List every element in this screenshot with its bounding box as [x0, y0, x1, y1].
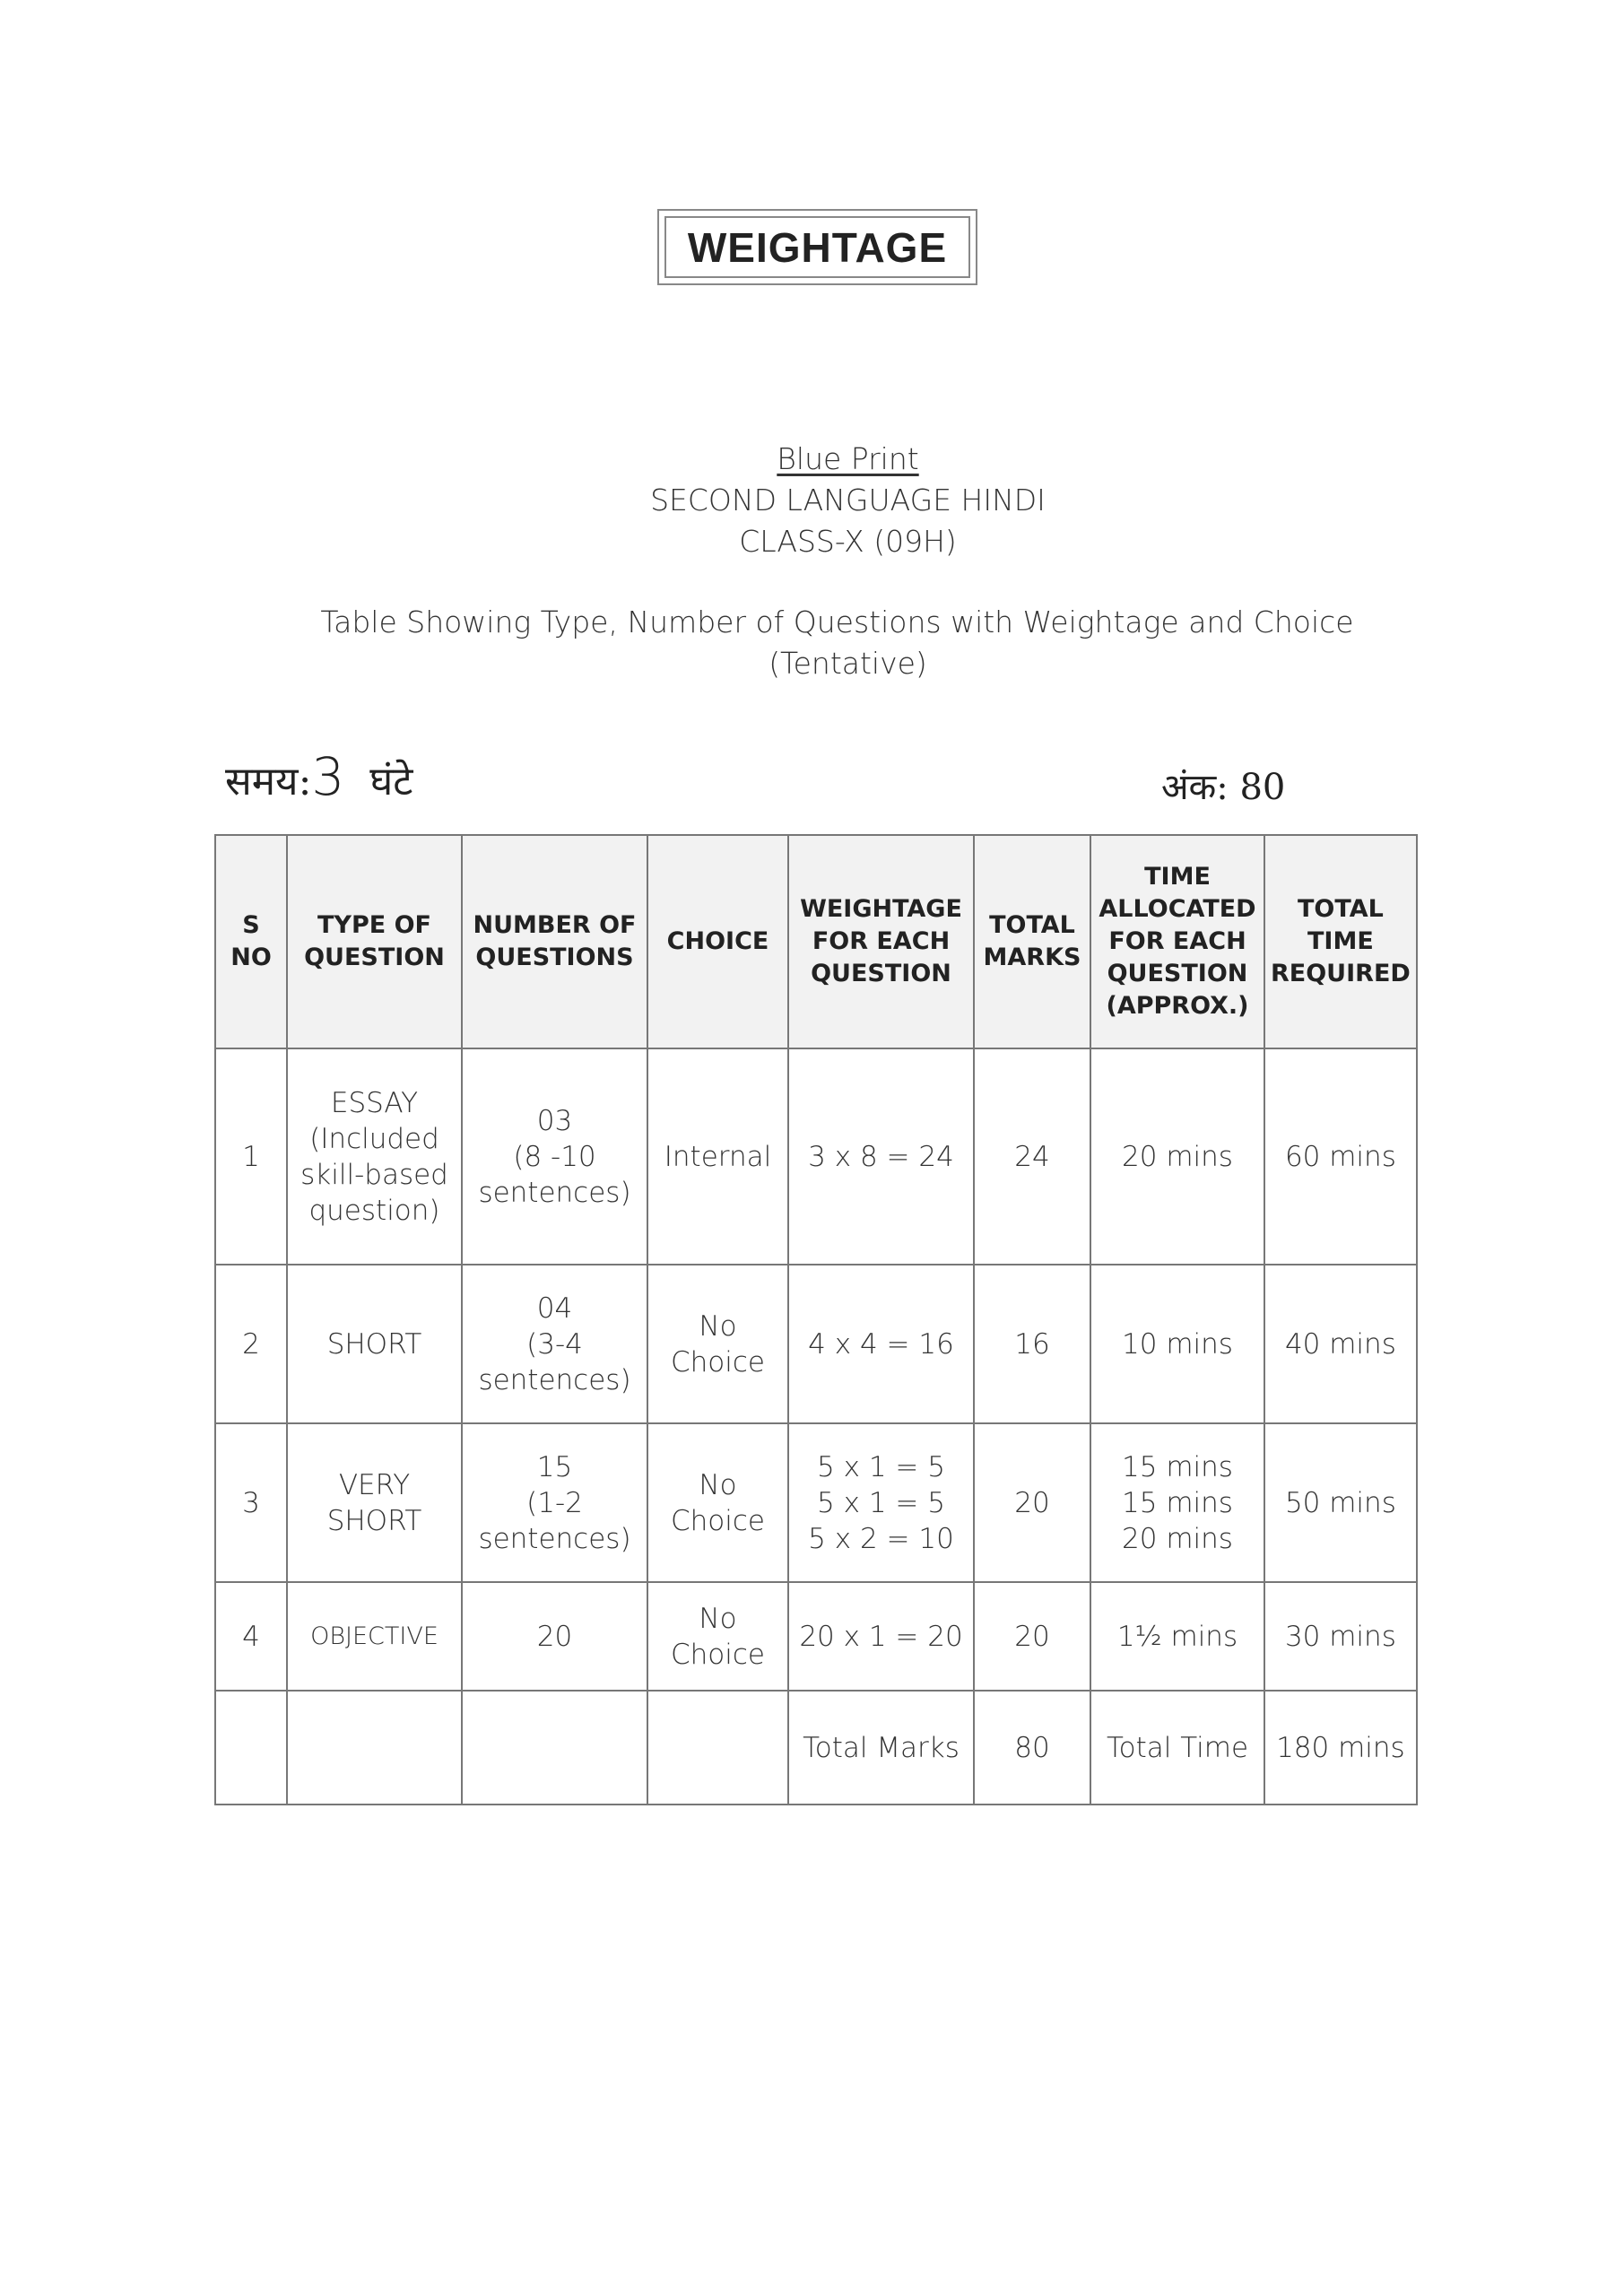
cell-sno	[215, 1582, 287, 1691]
cell-line: TOTAL	[989, 911, 1075, 939]
cell-line: Choice	[671, 1638, 765, 1671]
subject-heading: SECOND LANGUAGE HINDI	[650, 483, 1046, 517]
cell-line: 30 mins	[1284, 1620, 1396, 1653]
cell-line: (APPROX.)	[1106, 992, 1249, 1020]
cell-choice	[647, 1423, 788, 1582]
cell-line: sentences)	[478, 1363, 631, 1396]
cell-weightage	[788, 1582, 974, 1691]
cell-line: Choice	[671, 1504, 765, 1537]
cell-line: CHOICE	[666, 927, 769, 955]
cell-line: 20	[536, 1620, 573, 1653]
cell-line: QUESTION	[304, 944, 445, 971]
cell-line: 15 mins	[1122, 1450, 1233, 1483]
cell-line: NO	[230, 944, 272, 971]
cell-type	[287, 1265, 462, 1423]
cell-type	[287, 1423, 462, 1582]
cell-line: 20	[1014, 1486, 1050, 1519]
cell-choice	[647, 1582, 788, 1691]
cell-line: 5 x 1 = 5	[817, 1450, 945, 1483]
cell-line: Internal	[664, 1140, 772, 1173]
cell-empty	[462, 1691, 647, 1805]
cell-line: 24	[1014, 1140, 1050, 1173]
table-row	[215, 1423, 1417, 1582]
header-row	[215, 835, 1417, 1048]
cell-empty	[287, 1691, 462, 1805]
cell-line: 1½ mins	[1116, 1620, 1238, 1653]
cell-time-each	[1090, 1048, 1264, 1265]
cell-total-time	[1264, 1423, 1417, 1582]
cell-line: 1	[242, 1140, 260, 1173]
cell-line: 4 x 4 = 16	[808, 1327, 954, 1361]
cell-line: skill-based	[300, 1158, 448, 1191]
cell-total-time	[1264, 1582, 1417, 1691]
total-marks-label: Total Marks	[788, 1691, 974, 1805]
cell-line: FOR EACH	[1108, 927, 1246, 955]
header-sno	[215, 835, 287, 1048]
table-row	[215, 1582, 1417, 1691]
cell-line: VERY	[338, 1468, 411, 1501]
cell-total-time	[1264, 1265, 1417, 1423]
cell-line: 5 x 2 = 10	[808, 1522, 954, 1555]
cell-type	[287, 1048, 462, 1265]
time-label: समय:	[225, 759, 312, 804]
total-time-label: Total Time	[1090, 1691, 1264, 1805]
cell-empty	[647, 1691, 788, 1805]
cell-line: 20 mins	[1122, 1140, 1233, 1173]
cell-line: No	[699, 1309, 737, 1343]
header-choice	[647, 835, 788, 1048]
cell-time-each	[1090, 1582, 1264, 1691]
blue-print-heading	[36, 441, 1624, 476]
cell-line: 15 mins	[1122, 1486, 1233, 1519]
header-type	[287, 835, 462, 1048]
cell-choice	[647, 1048, 788, 1265]
cell-line: QUESTIONS	[475, 944, 634, 971]
cell-type	[287, 1582, 462, 1691]
cell-line: 3	[242, 1486, 260, 1519]
cell-line: question)	[308, 1194, 440, 1227]
title-box	[657, 209, 977, 285]
cell-line: (Included	[309, 1122, 439, 1155]
exam-duration	[225, 746, 413, 807]
total-marks-value: 80	[974, 1691, 1090, 1805]
cell-line: ALLOCATED	[1099, 895, 1256, 923]
cell-line: sentences)	[478, 1176, 631, 1209]
class-heading: CLASS-X (09H)	[739, 524, 957, 559]
table-row	[215, 1265, 1417, 1423]
header-total-marks	[974, 835, 1090, 1048]
blue-print-label: Blue Print	[777, 441, 919, 476]
cell-total-marks	[974, 1423, 1090, 1582]
tentative-note: (Tentative)	[769, 646, 927, 681]
cell-line: 40 mins	[1284, 1327, 1396, 1361]
cell-line: QUESTION	[811, 960, 951, 987]
total-time-value: 180 mins	[1264, 1691, 1417, 1805]
cell-line: (3-4	[526, 1327, 583, 1361]
cell-line: 3 x 8 = 24	[808, 1140, 954, 1173]
cell-weightage	[788, 1048, 974, 1265]
cell-total-time	[1264, 1048, 1417, 1265]
max-marks: अंक: 80	[1161, 767, 1286, 808]
cell-line: 50 mins	[1284, 1486, 1396, 1519]
cell-number	[462, 1048, 647, 1265]
cell-line: ESSAY	[330, 1086, 419, 1119]
time-value: 3	[311, 746, 345, 807]
cell-line: 2	[242, 1327, 260, 1361]
cell-total-marks	[974, 1265, 1090, 1423]
cell-total-marks	[974, 1582, 1090, 1691]
cell-line: 20 x 1 = 20	[799, 1620, 963, 1653]
cell-line: MARKS	[983, 944, 1081, 971]
header-weightage	[788, 835, 974, 1048]
cell-line: 10 mins	[1122, 1327, 1233, 1361]
cell-line: (1-2	[526, 1486, 583, 1519]
cell-line: TIME	[1307, 927, 1374, 955]
cell-line: 5 x 1 = 5	[817, 1486, 945, 1519]
cell-weightage	[788, 1423, 974, 1582]
cell-number	[462, 1582, 647, 1691]
cell-sno	[215, 1423, 287, 1582]
cell-empty	[215, 1691, 287, 1805]
cell-line: TOTAL	[1298, 895, 1384, 923]
cell-line: sentences)	[478, 1522, 631, 1555]
header-time-each	[1090, 835, 1264, 1048]
cell-line: 60 mins	[1284, 1140, 1396, 1173]
header-total-time	[1264, 835, 1417, 1048]
table-caption: Table Showing Type, Number of Questions with Weightage and Choice	[320, 604, 1354, 639]
cell-line: 04	[536, 1292, 573, 1325]
cell-weightage	[788, 1265, 974, 1423]
cell-line: TYPE OF	[317, 911, 431, 939]
table-body	[215, 1048, 1417, 1805]
cell-time-each	[1090, 1265, 1264, 1423]
cell-line: WEIGHTAGE	[800, 895, 962, 923]
cell-line: OBJECTIVE	[310, 1622, 439, 1650]
cell-line: FOR EACH	[812, 927, 951, 955]
cell-line: REQUIRED	[1271, 960, 1411, 987]
totals-row	[215, 1691, 1417, 1805]
cell-number	[462, 1423, 647, 1582]
time-unit: घंटे	[369, 759, 413, 804]
cell-line: 4	[242, 1620, 260, 1653]
cell-line: No	[699, 1602, 737, 1635]
cell-sno	[215, 1265, 287, 1423]
cell-line: 20 mins	[1122, 1522, 1233, 1555]
cell-line: 03	[536, 1104, 573, 1137]
cell-number	[462, 1265, 647, 1423]
cell-line: SHORT	[326, 1504, 422, 1537]
page-title: WEIGHTAGE	[664, 216, 970, 278]
cell-line: QUESTION	[1107, 960, 1248, 987]
cell-line: 20	[1014, 1620, 1050, 1653]
cell-line: Choice	[671, 1345, 765, 1378]
cell-line: (8 -10	[513, 1140, 596, 1173]
cell-line: TIME	[1144, 863, 1211, 891]
cell-line: NUMBER OF	[473, 911, 637, 939]
table-row	[215, 1048, 1417, 1265]
blueprint-table	[214, 834, 1418, 1805]
header-number	[462, 835, 647, 1048]
cell-time-each	[1090, 1423, 1264, 1582]
cell-line: 15	[536, 1450, 573, 1483]
cell-line: No	[699, 1468, 737, 1501]
cell-line: S	[242, 911, 260, 939]
cell-total-marks	[974, 1048, 1090, 1265]
cell-line: SHORT	[326, 1327, 422, 1361]
cell-choice	[647, 1265, 788, 1423]
cell-sno	[215, 1048, 287, 1265]
cell-line: 16	[1014, 1327, 1050, 1361]
